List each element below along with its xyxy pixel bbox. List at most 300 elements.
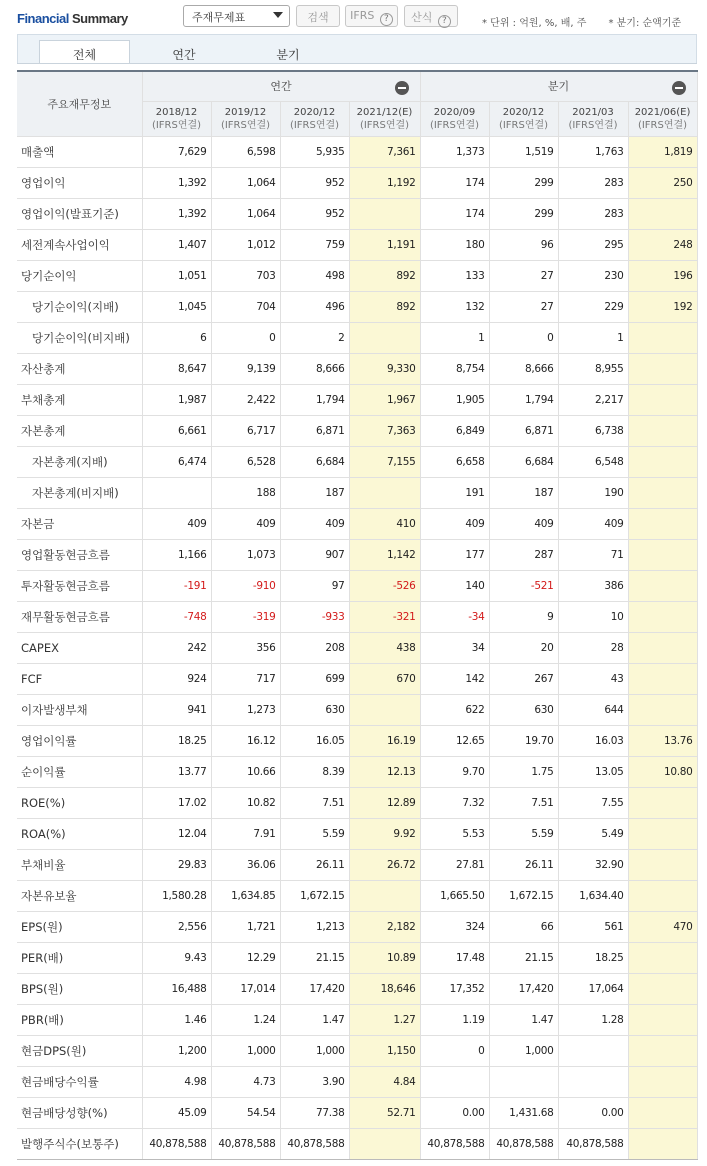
table-cell <box>628 601 697 632</box>
table-cell: 2,182 <box>349 911 420 942</box>
table-cell: 1,407 <box>142 229 211 260</box>
table-cell: 13.76 <box>628 725 697 756</box>
row-label: 자본총계(지배) <box>17 446 142 477</box>
table-cell: 907 <box>280 539 349 570</box>
table-cell: 386 <box>558 570 628 601</box>
table-cell: 17,352 <box>420 973 489 1004</box>
row-label: 현금DPS(원) <box>17 1035 142 1066</box>
unit-note <box>482 14 681 29</box>
table-cell: 1,200 <box>142 1035 211 1066</box>
formula-label: 산식 <box>411 11 433 24</box>
table-cell: 21.15 <box>280 942 349 973</box>
row-label: PBR(배) <box>17 1004 142 1035</box>
table-cell: 180 <box>420 229 489 260</box>
tab-annual[interactable]: 연간 <box>172 48 196 62</box>
table-cell: 1,967 <box>349 384 420 415</box>
table-cell: 1.47 <box>489 1004 558 1035</box>
table-cell: 561 <box>558 911 628 942</box>
column-period: 2019/12 <box>224 106 267 118</box>
table-cell: 6,658 <box>420 446 489 477</box>
table-cell: 1,634.85 <box>211 880 280 911</box>
table-cell: 1,819 <box>628 136 697 167</box>
table-cell: 9,139 <box>211 353 280 384</box>
table-cell: 1,392 <box>142 167 211 198</box>
chevron-down-icon <box>273 12 283 18</box>
row-label: 부채총계 <box>17 384 142 415</box>
table-cell: 40,878,588 <box>558 1128 628 1159</box>
table-cell: 12.04 <box>142 818 211 849</box>
row-label: 자본금 <box>17 508 142 539</box>
table-cell: 356 <box>211 632 280 663</box>
row-label: 당기순이익 <box>17 260 142 291</box>
table-row <box>17 539 697 570</box>
table-cell: 6,548 <box>558 446 628 477</box>
column-period: 2020/09 <box>433 106 476 118</box>
table-cell: 26.11 <box>280 849 349 880</box>
table-cell: 1,987 <box>142 384 211 415</box>
table-cell: 6,738 <box>558 415 628 446</box>
brand-title-part-2: Summary <box>71 11 128 26</box>
table-row <box>17 508 697 539</box>
search-button[interactable]: 검색 <box>296 5 340 27</box>
table-cell: -748 <box>142 601 211 632</box>
table-cell: 8,666 <box>280 353 349 384</box>
annual-group-header <box>142 71 420 101</box>
table-cell: 10 <box>558 601 628 632</box>
table-cell: 45.09 <box>142 1097 211 1128</box>
table-cell: 498 <box>280 260 349 291</box>
table-cell: 1,000 <box>489 1035 558 1066</box>
table-cell: 5.59 <box>280 818 349 849</box>
table-cell: 8,647 <box>142 353 211 384</box>
row-label: ROA(%) <box>17 818 142 849</box>
table-cell: 283 <box>558 167 628 198</box>
question-icon: ? <box>438 15 451 28</box>
table-cell: 10.89 <box>349 942 420 973</box>
financial-summary-table <box>17 70 698 1160</box>
table-cell: 1,000 <box>211 1035 280 1066</box>
table-cell: 1.47 <box>280 1004 349 1035</box>
table-cell: 1.19 <box>420 1004 489 1035</box>
table-cell: 96 <box>489 229 558 260</box>
table-cell: 17,420 <box>280 973 349 1004</box>
table-cell: 2,217 <box>558 384 628 415</box>
table-row <box>17 136 697 167</box>
table-cell: 5,935 <box>280 136 349 167</box>
row-label: CAPEX <box>17 632 142 663</box>
column-period: 2020/12 <box>502 106 545 118</box>
table-row <box>17 818 697 849</box>
table-row <box>17 415 697 446</box>
table-cell: 27.81 <box>420 849 489 880</box>
table-cell: 17,420 <box>489 973 558 1004</box>
table-row <box>17 973 697 1004</box>
table-cell: 7.51 <box>489 787 558 818</box>
table-row <box>17 570 697 601</box>
table-cell: 174 <box>420 167 489 198</box>
collapse-minus-icon[interactable] <box>395 81 409 95</box>
table-cell: 8.39 <box>280 756 349 787</box>
table-cell: 7,363 <box>349 415 420 446</box>
table-cell: 1,073 <box>211 539 280 570</box>
table-row <box>17 167 697 198</box>
table-cell <box>349 1128 420 1159</box>
row-label: PER(배) <box>17 942 142 973</box>
table-cell: 190 <box>558 477 628 508</box>
row-label: 세전계속사업이익 <box>17 229 142 260</box>
column-period: 2021/03 <box>572 106 614 118</box>
table-cell: 1.46 <box>142 1004 211 1035</box>
row-label: 영업이익률 <box>17 725 142 756</box>
table-cell: 52.71 <box>349 1097 420 1128</box>
table-cell: 10.80 <box>628 756 697 787</box>
row-label: 재무활동현금흐름 <box>17 601 142 632</box>
table-row <box>17 446 697 477</box>
table-cell: 7,629 <box>142 136 211 167</box>
table-cell: 26.72 <box>349 849 420 880</box>
row-label: 순이익률 <box>17 756 142 787</box>
table-cell <box>628 1097 697 1128</box>
table-cell: 1,794 <box>489 384 558 415</box>
table-cell: 6,871 <box>280 415 349 446</box>
column-header <box>211 101 280 136</box>
table-cell: 1,665.50 <box>420 880 489 911</box>
table-cell: 1,192 <box>349 167 420 198</box>
table-cell: 34 <box>420 632 489 663</box>
table-cell: 287 <box>489 539 558 570</box>
table-cell: 250 <box>628 167 697 198</box>
table-row <box>17 260 697 291</box>
table-row <box>17 632 697 663</box>
table-cell <box>628 477 697 508</box>
table-row <box>17 756 697 787</box>
table-cell: 941 <box>142 694 211 725</box>
table-cell: 4.84 <box>349 1066 420 1097</box>
table-cell: 242 <box>142 632 211 663</box>
table-row <box>17 880 697 911</box>
table-row <box>17 291 697 322</box>
table-cell: 97 <box>280 570 349 601</box>
table-cell: 409 <box>211 508 280 539</box>
table-cell: 36.06 <box>211 849 280 880</box>
table-cell: 2 <box>280 322 349 353</box>
table-cell: 1,392 <box>142 198 211 229</box>
formula-help-button[interactable] <box>404 5 458 27</box>
table-cell: 5.59 <box>489 818 558 849</box>
row-label: ROE(%) <box>17 787 142 818</box>
table-cell <box>628 1035 697 1066</box>
table-cell: 1,273 <box>211 694 280 725</box>
table-cell: 27 <box>489 260 558 291</box>
table-cell: 29.83 <box>142 849 211 880</box>
statement-type-select[interactable] <box>183 5 290 27</box>
table-row <box>17 725 697 756</box>
table-cell: 1,905 <box>420 384 489 415</box>
column-basis: (IFRS연결) <box>359 119 410 131</box>
row-label: 발행주식수(보통주) <box>17 1128 142 1159</box>
table-row <box>17 849 697 880</box>
table-cell: 1,794 <box>280 384 349 415</box>
table-cell: 2,556 <box>142 911 211 942</box>
table-row <box>17 1035 697 1066</box>
table-cell: 1,051 <box>142 260 211 291</box>
table-cell: -319 <box>211 601 280 632</box>
table-cell <box>349 322 420 353</box>
table-cell: 191 <box>420 477 489 508</box>
table-cell: 1,721 <box>211 911 280 942</box>
row-label: 영업활동현금흐름 <box>17 539 142 570</box>
row-label: 자본총계 <box>17 415 142 446</box>
table-cell: 6,474 <box>142 446 211 477</box>
table-cell <box>628 198 697 229</box>
corner-header: 주요재무정보 <box>17 71 142 136</box>
table-cell <box>628 694 697 725</box>
column-basis: (IFRS연결) <box>568 119 618 131</box>
row-label: 당기순이익(지배) <box>17 291 142 322</box>
table-cell: 12.13 <box>349 756 420 787</box>
table-cell: 16.12 <box>211 725 280 756</box>
row-label: 현금배당수익률 <box>17 1066 142 1097</box>
table-row <box>17 694 697 725</box>
ifrs-label: IFRS <box>350 9 375 22</box>
table-cell <box>558 1066 628 1097</box>
table-cell: 9 <box>489 601 558 632</box>
table-cell: 19.70 <box>489 725 558 756</box>
table-cell <box>420 1066 489 1097</box>
row-label: 당기순이익(비지배) <box>17 322 142 353</box>
table-cell <box>628 1128 697 1159</box>
row-label: 현금배당성향(%) <box>17 1097 142 1128</box>
row-label: 자산총계 <box>17 353 142 384</box>
table-cell: 6,849 <box>420 415 489 446</box>
table-cell: 5.53 <box>420 818 489 849</box>
table-row <box>17 229 697 260</box>
column-basis: (IFRS연결) <box>498 119 549 131</box>
table-row <box>17 787 697 818</box>
table-row <box>17 322 697 353</box>
row-label: 이자발생부채 <box>17 694 142 725</box>
table-cell: 717 <box>211 663 280 694</box>
table-cell: 1.28 <box>558 1004 628 1035</box>
table-cell: 409 <box>558 508 628 539</box>
table-cell: 267 <box>489 663 558 694</box>
table-cell: 704 <box>211 291 280 322</box>
table-cell <box>349 198 420 229</box>
column-header <box>628 101 697 136</box>
table-cell: -521 <box>489 570 558 601</box>
ifrs-help-button[interactable] <box>345 5 398 27</box>
row-label: 자본총계(비지배) <box>17 477 142 508</box>
table-cell: 7,155 <box>349 446 420 477</box>
table-cell: 6,717 <box>211 415 280 446</box>
table-cell: 187 <box>489 477 558 508</box>
table-cell: 1,672.15 <box>280 880 349 911</box>
table-cell: 18.25 <box>142 725 211 756</box>
table-cell: 13.77 <box>142 756 211 787</box>
row-label: 영업이익(발표기준) <box>17 198 142 229</box>
table-cell: 759 <box>280 229 349 260</box>
table-cell: 16.19 <box>349 725 420 756</box>
brand-title <box>17 11 128 26</box>
column-header <box>349 101 420 136</box>
annual-group-label: 연간 <box>270 80 292 94</box>
table-cell: 3.90 <box>280 1066 349 1097</box>
column-header <box>142 101 211 136</box>
table-cell: 1,064 <box>211 167 280 198</box>
table-cell: 1,763 <box>558 136 628 167</box>
table-cell: 140 <box>420 570 489 601</box>
table-cell <box>628 1004 697 1035</box>
table-cell: 1,000 <box>280 1035 349 1066</box>
table-cell <box>628 446 697 477</box>
table-cell: 40,878,588 <box>420 1128 489 1159</box>
table-cell: 0 <box>211 322 280 353</box>
table-cell: 5.49 <box>558 818 628 849</box>
table-row <box>17 1004 697 1035</box>
table-cell: 10.66 <box>211 756 280 787</box>
table-cell: 1,045 <box>142 291 211 322</box>
table-row <box>17 1128 697 1159</box>
table-cell: 40,878,588 <box>280 1128 349 1159</box>
table-cell: 670 <box>349 663 420 694</box>
table-cell: 283 <box>558 198 628 229</box>
row-label: 투자활동현금흐름 <box>17 570 142 601</box>
table-cell: 0.00 <box>558 1097 628 1128</box>
table-cell <box>628 880 697 911</box>
table-cell <box>628 663 697 694</box>
table-cell: 409 <box>489 508 558 539</box>
table-cell: 8,666 <box>489 353 558 384</box>
table-row <box>17 198 697 229</box>
question-icon: ? <box>380 13 393 26</box>
table-cell: 10.82 <box>211 787 280 818</box>
table-cell: 0 <box>420 1035 489 1066</box>
table-cell <box>628 570 697 601</box>
period-tabs <box>17 34 697 64</box>
table-cell: 7.91 <box>211 818 280 849</box>
table-cell: 1 <box>558 322 628 353</box>
table-cell: 924 <box>142 663 211 694</box>
table-cell: 952 <box>280 198 349 229</box>
table-cell: 1.75 <box>489 756 558 787</box>
table-cell <box>142 477 211 508</box>
table-cell: 133 <box>420 260 489 291</box>
table-cell: 26.11 <box>489 849 558 880</box>
column-basis: (IFRS연결) <box>220 119 271 131</box>
table-cell: 196 <box>628 260 697 291</box>
tab-quarter[interactable]: 분기 <box>276 48 300 62</box>
tab-all[interactable]: 전체 <box>39 40 130 64</box>
table-cell <box>628 849 697 880</box>
table-cell: 40,878,588 <box>211 1128 280 1159</box>
table-cell <box>628 1066 697 1097</box>
table-cell: 1,431.68 <box>489 1097 558 1128</box>
tab-divider <box>17 63 697 64</box>
table-cell: 208 <box>280 632 349 663</box>
table-cell <box>628 353 697 384</box>
table-cell <box>628 508 697 539</box>
table-cell <box>349 694 420 725</box>
table-cell: 952 <box>280 167 349 198</box>
table-cell: 188 <box>211 477 280 508</box>
table-cell: 299 <box>489 167 558 198</box>
column-period: 2018/12 <box>155 106 198 118</box>
table-cell: 17,014 <box>211 973 280 1004</box>
table-cell: 40,878,588 <box>142 1128 211 1159</box>
table-cell: 16,488 <box>142 973 211 1004</box>
basis-note-text: * 분기: 순액기준 <box>608 18 682 29</box>
table-cell: 1.24 <box>211 1004 280 1035</box>
table-cell: -321 <box>349 601 420 632</box>
table-cell: 248 <box>628 229 697 260</box>
table-cell: 9,330 <box>349 353 420 384</box>
toolbar <box>0 0 707 34</box>
table-cell <box>628 415 697 446</box>
table-cell: 892 <box>349 291 420 322</box>
table-cell: 12.89 <box>349 787 420 818</box>
table-row <box>17 601 697 632</box>
table-cell: 6,684 <box>280 446 349 477</box>
table-cell: 66 <box>489 911 558 942</box>
table-cell: 324 <box>420 911 489 942</box>
unit-note-text: * 단위 : 억원, %, 배, 주 <box>482 18 587 29</box>
column-basis: (IFRS연결) <box>429 119 480 131</box>
column-header <box>420 101 489 136</box>
row-label: 매출액 <box>17 136 142 167</box>
table-cell: 43 <box>558 663 628 694</box>
table-cell: 142 <box>420 663 489 694</box>
column-period: 2021/12(E) <box>356 106 413 118</box>
table-cell: -910 <box>211 570 280 601</box>
table-cell: 2,422 <box>211 384 280 415</box>
table-cell: 16.03 <box>558 725 628 756</box>
table-cell: 12.29 <box>211 942 280 973</box>
table-cell: 699 <box>280 663 349 694</box>
table-cell <box>628 632 697 663</box>
table-cell: 27 <box>489 291 558 322</box>
table-cell: 40,878,588 <box>489 1128 558 1159</box>
table-cell: 54.54 <box>211 1097 280 1128</box>
column-basis: (IFRS연결) <box>637 119 688 131</box>
table-cell: 7.55 <box>558 787 628 818</box>
table-cell: 409 <box>142 508 211 539</box>
table-cell: 9.43 <box>142 942 211 973</box>
table-cell: 7.51 <box>280 787 349 818</box>
table-cell: 174 <box>420 198 489 229</box>
table-cell: 8,754 <box>420 353 489 384</box>
table-cell: 1,150 <box>349 1035 420 1066</box>
table-cell: 1,213 <box>280 911 349 942</box>
table-cell: 630 <box>280 694 349 725</box>
table-cell <box>628 818 697 849</box>
table-cell: 21.15 <box>489 942 558 973</box>
table-cell: 77.38 <box>280 1097 349 1128</box>
table-cell: 71 <box>558 539 628 570</box>
table-row <box>17 1066 697 1097</box>
table-cell: 17.02 <box>142 787 211 818</box>
table-cell: 0.00 <box>420 1097 489 1128</box>
collapse-minus-icon[interactable] <box>672 81 686 95</box>
table-cell: 9.92 <box>349 818 420 849</box>
table-cell: 16.05 <box>280 725 349 756</box>
table-cell: 17,064 <box>558 973 628 1004</box>
table-cell: 496 <box>280 291 349 322</box>
table-cell: 6,598 <box>211 136 280 167</box>
table-cell: -526 <box>349 570 420 601</box>
table-row <box>17 942 697 973</box>
table-cell: 6,871 <box>489 415 558 446</box>
table-cell: 192 <box>628 291 697 322</box>
